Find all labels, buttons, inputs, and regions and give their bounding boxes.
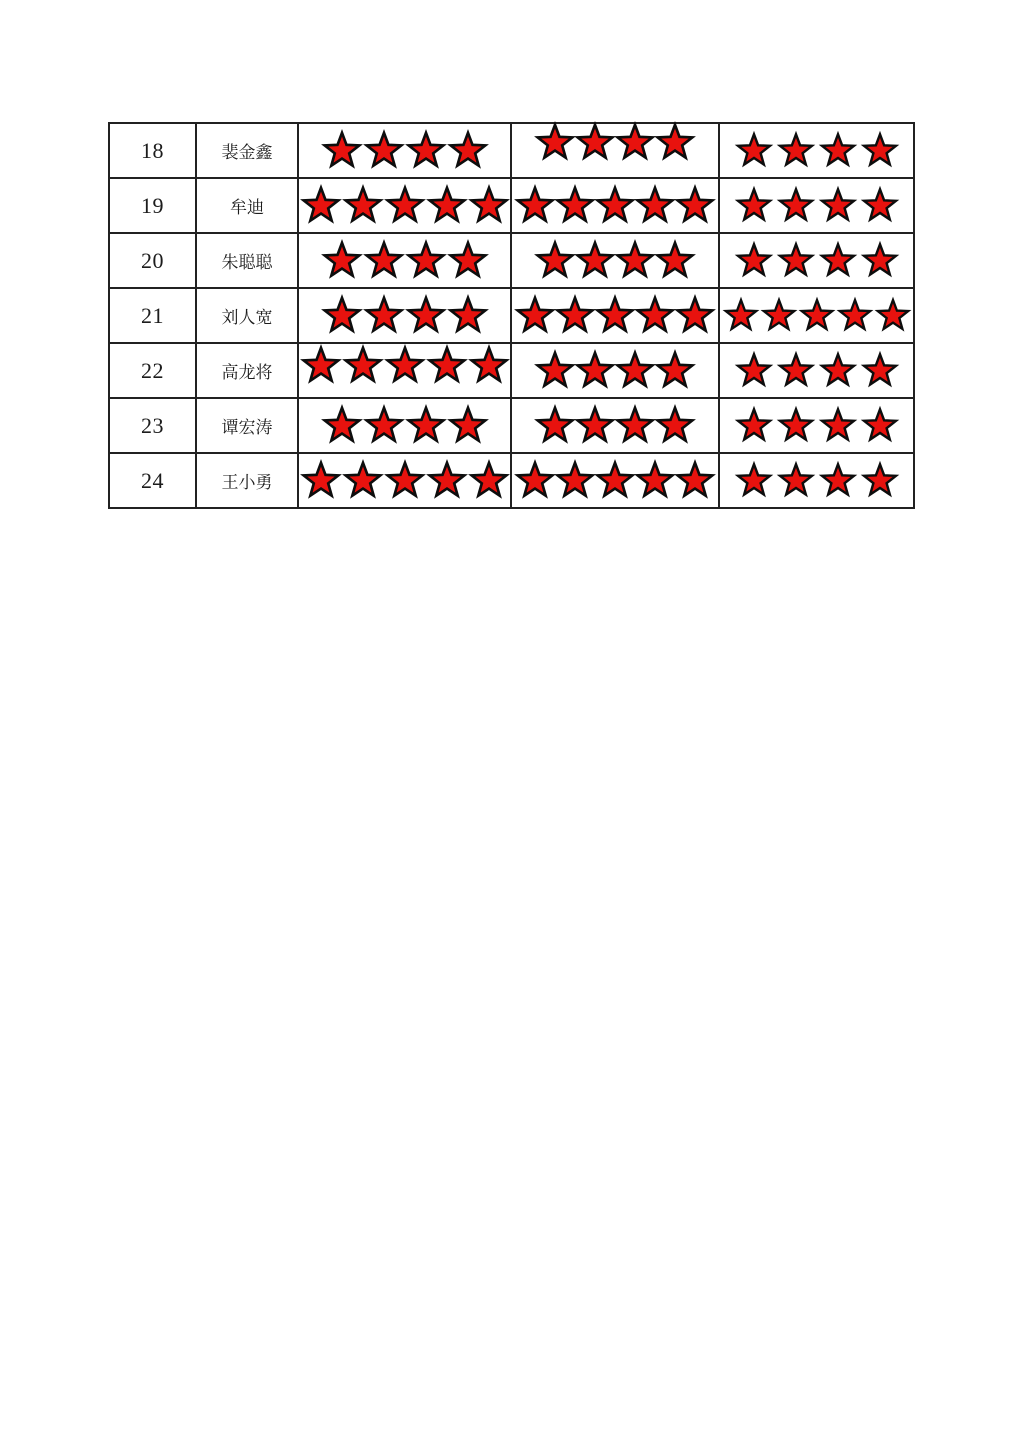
row-number: 20 <box>109 233 196 288</box>
star-icon <box>857 238 903 284</box>
rating-table-container <box>108 122 915 509</box>
table-row <box>109 453 914 508</box>
star-icon <box>773 403 819 449</box>
star-icon <box>731 348 777 394</box>
star-icon <box>857 403 903 449</box>
row-number: 22 <box>109 343 196 398</box>
row-number: 24 <box>109 453 196 508</box>
rating-cell <box>298 178 511 233</box>
rating-cell <box>719 233 914 288</box>
star-icon <box>443 291 493 341</box>
rating-cell <box>719 398 914 453</box>
student-name: 朱聪聪 <box>196 233 298 288</box>
star-icon <box>464 456 514 506</box>
star-icon <box>464 181 514 231</box>
rating-cell <box>719 343 914 398</box>
star-icon <box>773 128 819 174</box>
star-icon <box>857 458 903 504</box>
rating-cell <box>298 233 511 288</box>
star-icon <box>815 183 861 229</box>
star-icon <box>731 183 777 229</box>
student-name: 刘人宽 <box>196 288 298 343</box>
star-icon <box>443 126 493 176</box>
row-number: 18 <box>109 123 196 178</box>
rating-cell <box>511 288 719 343</box>
student-name: 高龙将 <box>196 343 298 398</box>
star-icon <box>670 456 720 506</box>
star-icon <box>731 128 777 174</box>
rating-cell <box>511 398 719 453</box>
rating-cell <box>298 398 511 453</box>
star-icon <box>815 128 861 174</box>
star-icon <box>857 128 903 174</box>
star-icon <box>773 458 819 504</box>
star-icon <box>815 348 861 394</box>
star-icon <box>731 238 777 284</box>
student-name: 谭宏涛 <box>196 398 298 453</box>
star-icon <box>650 346 700 396</box>
student-name: 王小勇 <box>196 453 298 508</box>
star-icon <box>815 403 861 449</box>
rating-cell <box>511 453 719 508</box>
rating-cell <box>298 453 511 508</box>
rating-cell <box>511 123 719 178</box>
rating-cell <box>511 343 719 398</box>
star-icon <box>650 118 700 168</box>
star-icon <box>650 401 700 451</box>
table-row <box>109 343 914 398</box>
rating-cell <box>719 453 914 508</box>
rating-cell <box>719 178 914 233</box>
star-icon <box>670 291 720 341</box>
row-number: 23 <box>109 398 196 453</box>
table-row <box>109 398 914 453</box>
star-icon <box>857 348 903 394</box>
table-row <box>109 233 914 288</box>
table-row <box>109 288 914 343</box>
rating-cell <box>298 288 511 343</box>
star-icon <box>773 183 819 229</box>
star-icon <box>731 458 777 504</box>
student-name: 裴金鑫 <box>196 123 298 178</box>
star-icon <box>464 341 514 391</box>
star-icon <box>443 236 493 286</box>
table-row <box>109 178 914 233</box>
student-name: 牟迪 <box>196 178 298 233</box>
star-icon <box>731 403 777 449</box>
star-icon <box>650 236 700 286</box>
rating-table <box>108 122 915 509</box>
rating-cell <box>298 123 511 178</box>
rating-cell <box>298 343 511 398</box>
rating-cell <box>719 123 914 178</box>
star-icon <box>773 238 819 284</box>
star-icon <box>857 183 903 229</box>
rating-cell <box>511 178 719 233</box>
star-icon <box>670 181 720 231</box>
star-icon <box>815 238 861 284</box>
rating-cell <box>719 288 914 343</box>
star-icon <box>815 458 861 504</box>
rating-cell <box>511 233 719 288</box>
star-icon <box>773 348 819 394</box>
row-number: 19 <box>109 178 196 233</box>
star-icon <box>443 401 493 451</box>
row-number: 21 <box>109 288 196 343</box>
star-icon <box>871 294 915 338</box>
table-row <box>109 123 914 178</box>
